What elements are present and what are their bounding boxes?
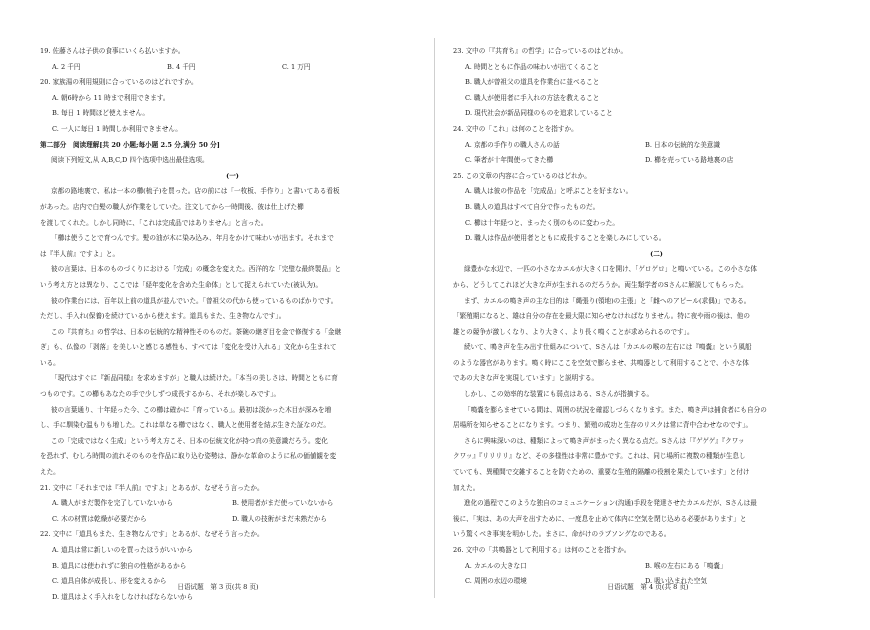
passage1-line: 彼の言葉通り、十年経った今、この櫛は確かに「育っている」。最初は淡かった木目が深みを増: [51, 405, 332, 414]
passage2-line: いう驚くべき事実を明かした。まさに、命がけのラブソングなのである。: [453, 530, 671, 539]
passage2-line: 雄との競争が激しくなり、より大きく、より長く鳴くことが求められるのです」。: [453, 327, 694, 336]
passage2-line: 居場所を知らせることになります。つまり、繁殖の成功と生存のリスクは常に背中合わせなのです」。: [453, 421, 753, 430]
q25-option-c: C. 櫛は十年経つと、まったく別のものに変わった。: [465, 218, 619, 227]
passage2-line: 「鳴嚢を膨らませている間は、周囲の状況を確認しづらくなります。また、鳴き声は捕食者にも自分の: [464, 405, 767, 414]
passage2-line: 後に、「実は、あの大声を出すために、一度息を止めて体内に空気を閉じ込める必要があります」と: [453, 514, 747, 523]
q26-option-b: B. 喉の左右にある「鳴嚢」: [645, 561, 727, 570]
passage1-line: 彼の言葉は、日本のものづくりにおける「完成」の概念を変えた。西洋的な「完璧な最終製品」と: [51, 265, 342, 274]
q21-options-cd: [40, 512, 425, 528]
passage1-line: 京都の路地裏で、私は一本の櫛(梳子)を買った。店の前には「一枚板、手作り」と書いてある看板: [51, 187, 340, 196]
passage1-line: この「完成ではなく生成」という考え方こそ、日本の伝統文化が持つ真の美意識だろう。変化: [51, 436, 328, 445]
passage2-line: 進化の過程でこのような独自のコミュニケーション(沟通)手段を発達させたカエルだが、Sさんは最: [464, 499, 757, 508]
passage2-line: から、どうしてこれほど大きな声が生まれるのだろうか。両生類学者のSさんに解説してもらった。: [453, 280, 748, 289]
q26-options-ab: [453, 559, 860, 575]
q24-options-ab: [453, 138, 860, 154]
passage1-line: は『半人前』ですよ」と。: [40, 249, 120, 258]
q21-option-c: C. 木の材質は乾燥が必要だから: [52, 514, 147, 523]
passage1-line: いう考え方とは異なり、ここでは「経年変化を含めた生命体」として捉えられていた(被认为)。: [40, 280, 323, 289]
passage2-mark: (二): [650, 249, 663, 258]
q24-options-cd: [453, 153, 860, 169]
q19-options: [40, 60, 425, 76]
passage2-line: 続いて、鳴き声を生み出す仕組みについて、Sさんは「カエルの喉の左右には『鳴嚢』という風船: [464, 343, 752, 352]
passage1-line: ぎ」も、仏像の「剥落」を美しいと感じる感性も、すべては「変化を受け入れる」文化から生まれて: [40, 343, 337, 352]
q22-stem: 22. 文中に「道具もまた、生き物なんです」とあるが、なぜそう言ったか。: [40, 530, 264, 539]
passage1-line: を恐れず、むしろ時間の流れそのものを作品に取り込む姿勢は、静かな革命のように私の価値観を変: [40, 452, 337, 461]
passage2-line: 加えた。: [453, 483, 480, 492]
q20-option-c: C. 一人に毎日 1 時間しか利用できません。: [52, 124, 182, 133]
passage2-line: ていても、異種間で交雑することを防ぐための、重要な生殖的隔離の役割を果たしています」と付け: [453, 468, 750, 477]
q19-option-a: A. 2 千円: [52, 62, 81, 71]
q23-option-b: B. 職人が曾祖父の道具を作業台に並べること: [465, 78, 600, 87]
q26-option-a: A. カエルの大きな口: [465, 561, 527, 570]
q21-option-b: B. 使用者がまだ使っていないから: [232, 499, 334, 508]
q25-stem: 25. この文章の内容に合っているのはどれか。: [453, 171, 591, 180]
q24-option-d: D. 櫛を売っている路地裏の店: [645, 156, 734, 165]
q22-option-d: D. 道具はよく手入れをしなければならないから: [52, 592, 194, 601]
q21-options-ab: [40, 496, 425, 512]
passage1-line: えた。: [40, 468, 60, 477]
page-footer-left: 日语试题 第 3 页(共 8 页): [177, 583, 259, 591]
passage2-line: クワッ』『リリリリ』など、その多様性は非常に豊かです。これは、同じ場所に複数の種類が生息し: [453, 452, 746, 461]
passage1-line: この『共育ち』の哲学は、日本の伝統的な精神性そのものだ。茶碗の継ぎ目を金で修復する「金継: [51, 327, 342, 336]
passage2-line: まず、カエルの鳴き声の主な目的は「縄張り(領地)の主張」と「雌へのアピール(求偶)」である。: [464, 296, 751, 305]
passage2-line: 「繁殖期になると、雄は自分の存在を最大限に知らせなければなりません。特に夜や雨の後は、他の: [453, 312, 750, 321]
passage2-line: しかし、この効率的な装置にも弱点はある、Sさんが指摘する。: [464, 390, 654, 399]
passage2-line: さらに興味深いのは、種類によって鳴き声がまったく異なる点だ。Sさんは「『ゲゲゲ』『クワッ: [464, 436, 745, 445]
q19-stem: 19. 佐藤さんは子供の食事にいくら払いますか。: [40, 47, 185, 55]
q21-stem: 21. 文中に「それまでは『半人前』ですよ」とあるが、なぜそう言ったか。: [40, 483, 264, 492]
right-page: [435, 0, 870, 630]
q24-option-b: B. 日本の伝統的な美意識: [645, 140, 720, 149]
passage1-line: ただし、手入れ(保養)を続けているから使えます。道具もまた、生き物なんです」。: [40, 312, 286, 321]
q20-option-b: B. 毎日 1 時間ほど使えません。: [52, 109, 149, 118]
passage1-line: 「櫛は使うことで育つんです。髪の油が木に染み込み、年月をかけて味わいが出ます。それまで: [51, 234, 334, 243]
q22-option-b: B. 道具には使われずに独自の性格があるから: [52, 561, 187, 570]
passage1-line: し、手に馴染む温もりも増した。これは単なる櫛ではなく、職人と使用者を結ぶ生きた証なのだ。: [40, 421, 330, 430]
q21-option-a: A. 職人がまだ製作を完了していないから: [52, 499, 174, 508]
q20-stem: 20. 家族湯の利用規則に合っているのはどれですか。: [40, 78, 198, 87]
q24-option-c: C. 筆者が十年間使ってきた櫛: [465, 156, 554, 165]
passage2-line: のような器官があります。鳴く時にここを空気で膨らませ、共鳴器として利用することで、小さな体: [453, 358, 749, 367]
page-footer-right: 日语试题 第 4 页(共 8 页): [607, 583, 689, 591]
q25-option-a: A. 職人は彼の作品を「完成品」と呼ぶことを好まない。: [465, 187, 633, 196]
q19-option-b: B. 4 千円: [167, 62, 196, 71]
passage2-line: 緑豊かな水辺で、一匹の小さなカエルが大きく口を開け、「ゲロゲロ」と鳴いている。この小さな体: [464, 265, 758, 274]
section2-instruction: 阅读下列短文,从 A,B,C,D 四个选项中选出最佳选项。: [51, 156, 209, 165]
q26-option-c: C. 周囲の水辺の環境: [465, 577, 527, 586]
q22-option-a: A. 道具は常に新しいのを買ったほうがいいから: [52, 546, 193, 554]
passage1-line: 「現代はすぐに『新品同様』を求めますが」と職人は続けた。「本当の美しさは、時間とともに育: [51, 374, 338, 383]
q24-stem: 24. 文中の「これ」は何のことを指すか。: [453, 124, 578, 133]
q23-stem: 23. 文中の「『共育ち』の哲学」に合っているのはどれか。: [453, 47, 628, 55]
q23-option-c: C. 職人が使用者に手入れの方法を教えること: [465, 93, 600, 102]
q22-option-c: C. 道具自体が成長し、形を変えるから: [52, 577, 167, 586]
q25-option-b: B. 職人の道具はすべて自分で作ったものだ。: [465, 202, 600, 211]
q23-option-d: D. 現代社会が新品同様のものを追求していること: [465, 109, 613, 118]
passage1-line: を渡してくれた。しかし同時に、「これは完成品ではありません」と言った。: [40, 218, 268, 227]
passage1-line: つものです。この櫛もあなたの手で少しずつ成長するから、それが楽しみです」。: [40, 390, 281, 399]
passage1-line: があった。店内で白髪の職人が作業をしていた。注文してから一時間後、彼は仕上げた櫛: [40, 202, 304, 211]
q26-stem: 26. 文中の「共鳴器として利用する」は何のことを指すか。: [453, 546, 631, 554]
q21-option-d: D. 職人の技術がまだ未熟だから: [232, 514, 327, 523]
q19-option-c: C. 1 万円: [282, 62, 311, 71]
q20-option-a: A. 朝6時から 11 時まで利用できます。: [52, 93, 170, 102]
passage1-mark: (一): [226, 171, 239, 180]
q25-option-d: D. 職人は作品が使用者とともに成長することを楽しみにしている。: [465, 234, 666, 243]
q26-option-d: D. 吸い込まれた空気: [645, 577, 707, 586]
passage1-line: 彼の作業台には、百年以上前の道具が並んでいた。「曾祖父の代から使っているものばかりです。: [51, 296, 338, 305]
q24-option-a: A. 京都の手作りの職人さんの話: [465, 140, 560, 149]
passage1-line: いる。: [40, 358, 60, 367]
q23-option-a: A. 時間とともに作品の味わいが出てくること: [465, 62, 600, 71]
passage2-line: であの大きな声を実現しています」と説明する。: [453, 374, 599, 383]
section2-title: 第二部分 阅读理解[共 20 小题;每小题 2.5 分,满分 50 分]: [40, 140, 220, 149]
